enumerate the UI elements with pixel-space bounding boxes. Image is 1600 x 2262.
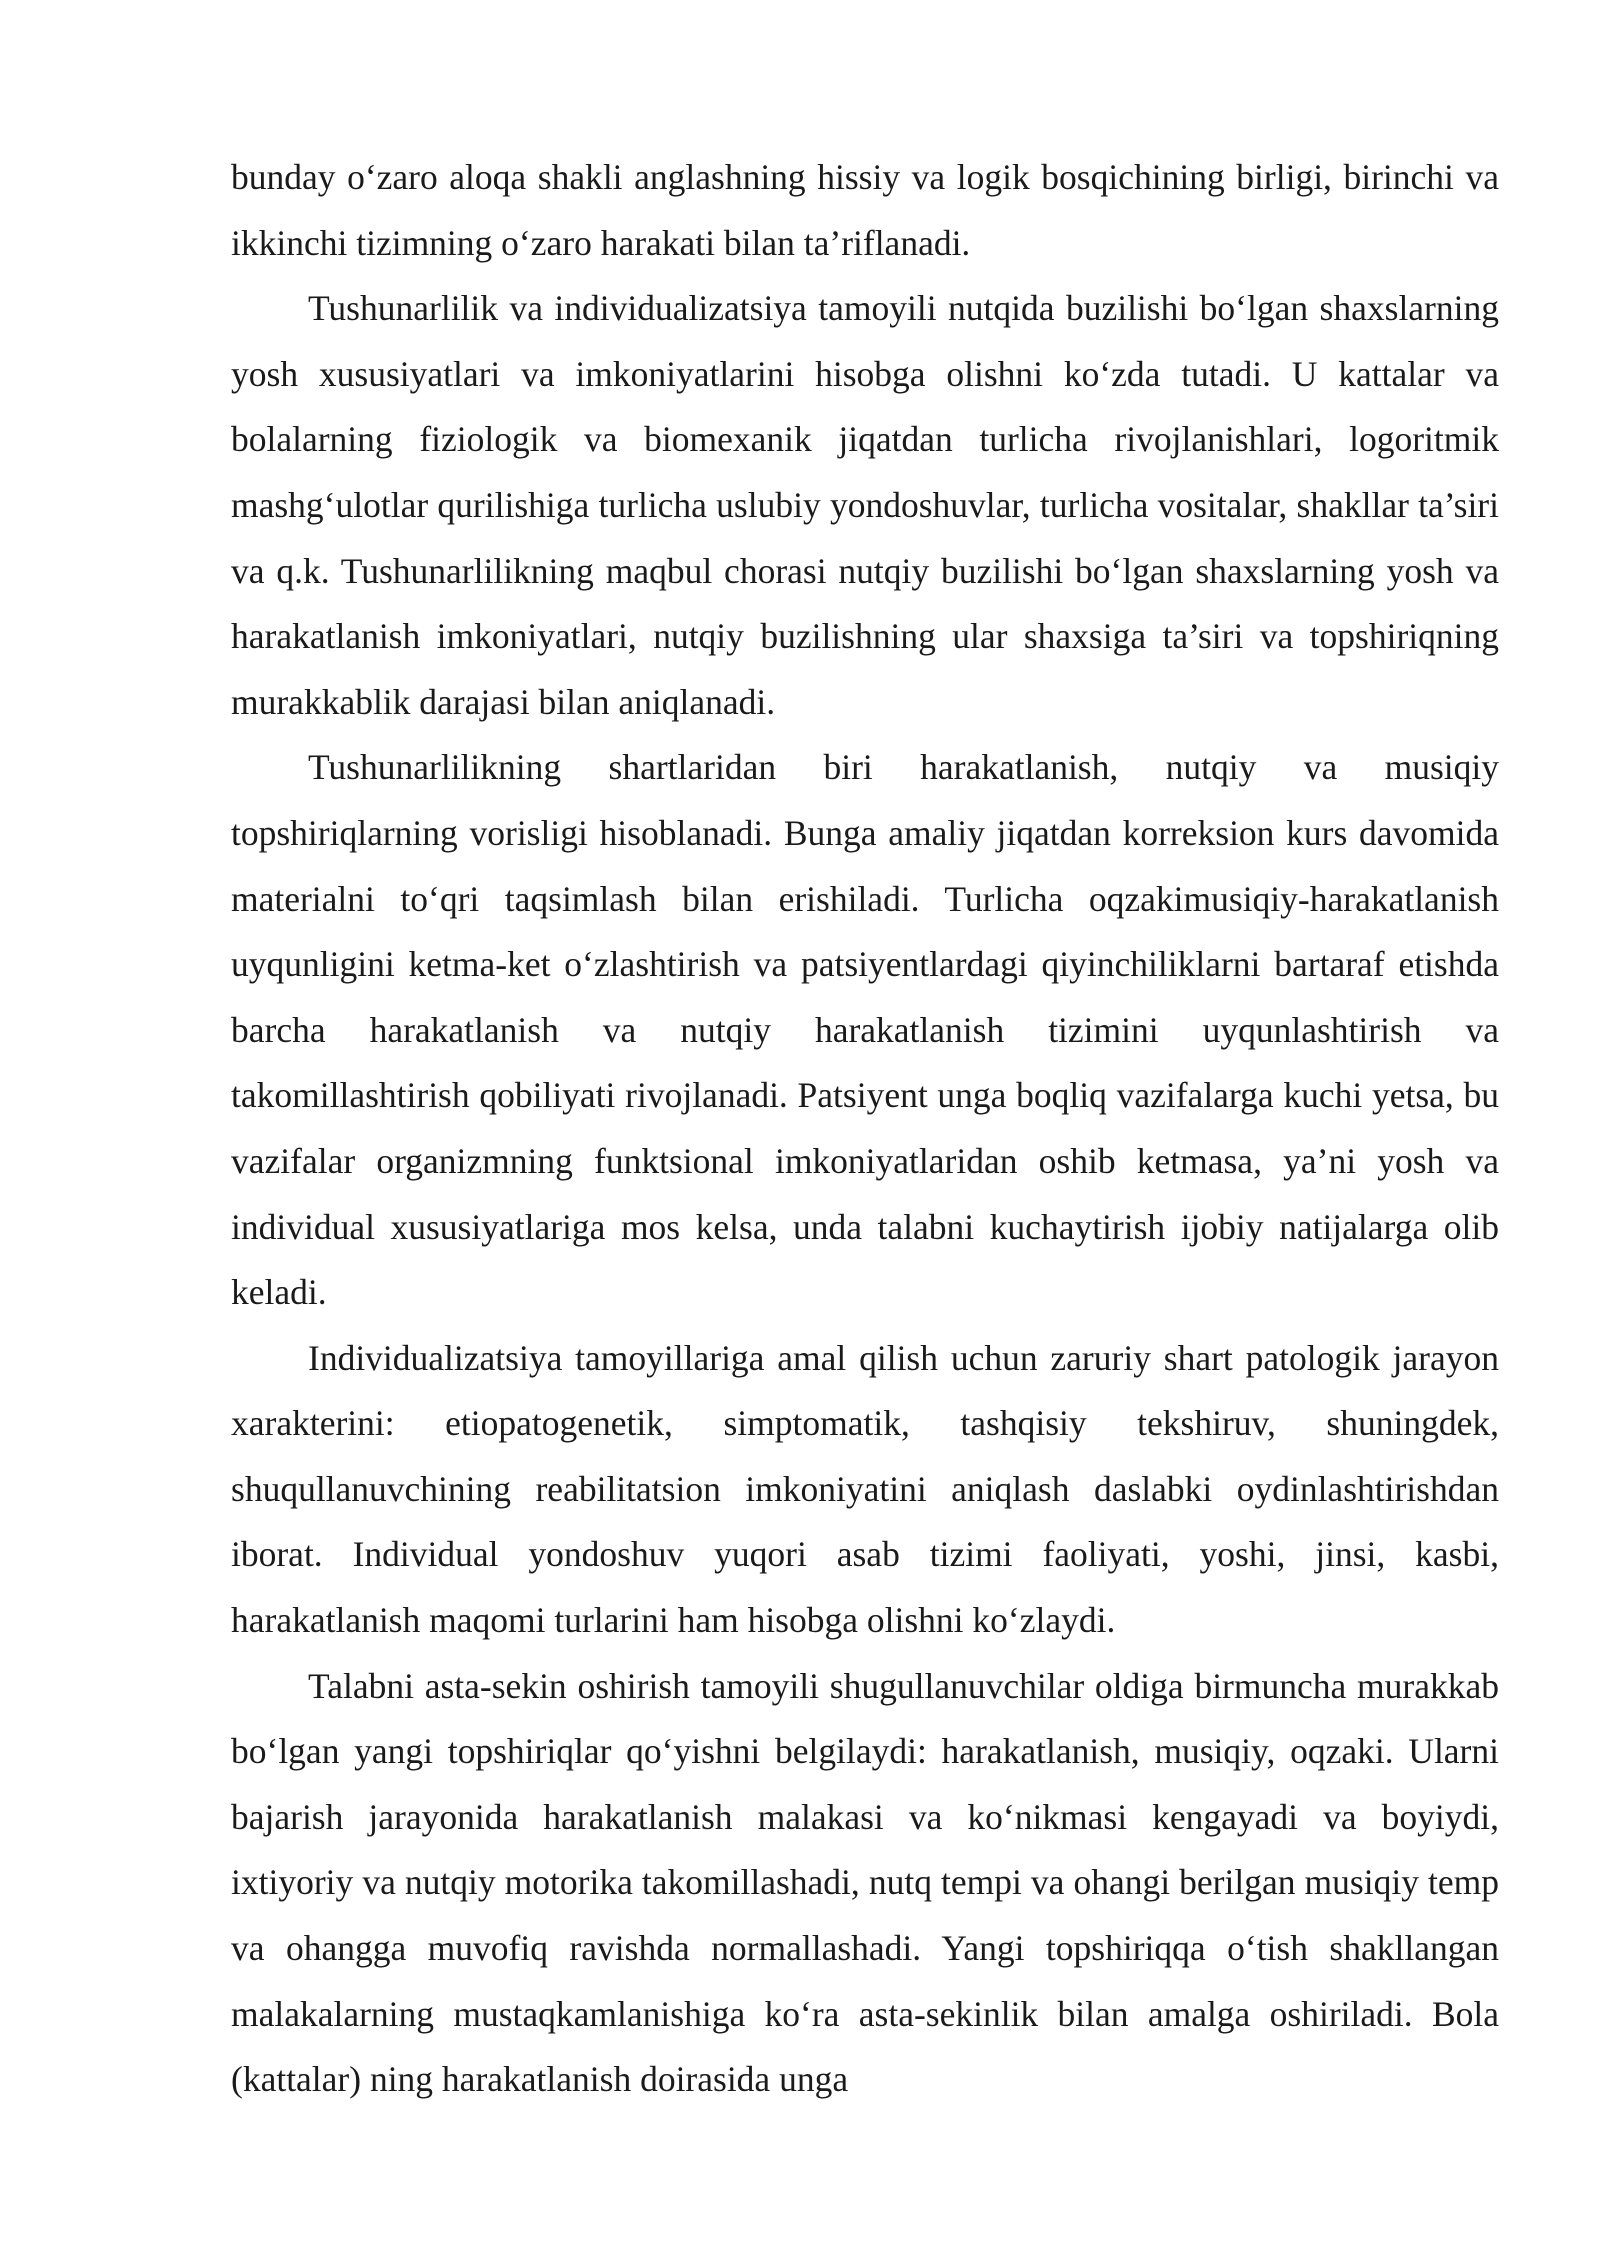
paragraph-tushunarlilik: Tushunarlilik va individualizatsiya tamoyili nutqida buzilishi bo‘lgan shaxslarning yosh xususiyatlari va imkoniyatlarini hisobga olishni ko‘zda tutadi. U kattalar va bolalarning fiziologik va biomexanik jiqatdan turlicha rivojlanishlari, logoritmik mashg‘ulotlar qurilishiga turlicha uslubiy yondoshuvlar, turlicha vositalar, shakllar ta’siri va q.k. Tushunarlilikning maqbul chorasi nutqiy buzilishi bo‘lgan shaxslarning yosh va harakatlanish imkoniyatlari, nutqiy buzilishning ular shaxsiga ta’siri va topshiriqning murakkablik darajasi bilan aniqlanadi. [231,288,1499,722]
paragraph-vorislik: Tushunarlilikning shartlaridan biri harakatlanish, nutqiy va musiqiy topshiriqlarning vorisligi hisoblanadi. Bunga amaliy jiqatdan korreksion kurs davomida materialni to‘qri taqsimlash bilan erishiladi. Turlicha oqzakimusiqiy-harakatlanish uyqunligini ketma-ket o‘zlashtirish va patsiyentlardagi qiyinchiliklarni bartaraf etishda barcha harakatlanish va nutqiy harakatlanish tizimini uyqunlashtirish va takomillashtirish qobiliyati rivojlanadi. Patsiyent unga boqliq vazifalarga kuchi yetsa, bu vazifalar organizmning funktsional imkoniyatlaridan oshib ketmasa, ya’ni yosh va individual xususiyatlariga mos kelsa, unda talabni kuchaytirish ijobiy natijalarga olib keladi. [231,747,1499,1313]
paragraph-talabni-oshirish: Talabni asta-sekin oshirish tamoyili shugullanuvchilar oldiga birmuncha murakkab bo‘lgan yangi topshiriqlar qo‘yishni belgilaydi: harakatlanish, musiqiy, oqzaki. Ularni bajarish jarayonida harakatlanish malakasi va ko‘nikmasi kengayadi va boyiydi, ixtiyoriy va nutqiy motorika takomillashadi, nutq tempi va ohangi berilgan musiqiy temp va ohangga muvofiq ravishda normallashadi. Yangi topshiriqqa o‘tish shakllangan malakalarning mustaqkamlanishiga ko‘ra asta-sekinlik bilan amalga oshiriladi. Bola (kattalar) ning harakatlanish doirasida unga [231,1665,1499,2100]
document-body [231,145,1499,2113]
paragraph-individualizatsiya: Individualizatsiya tamoyillariga amal qilish uchun zaruriy shart patologik jarayon xarakterini: etiopatogenetik, simptomatik, tashqisiy tekshiruv, shuningdek, shuqullanuvchining reabilitatsion imkoniyatini aniqlash daslabki oydinlashtirishdan iborat. Individual yondoshuv yuqori asab tizimi faoliyati, yoshi, jinsi, kasbi, harakatlanish maqomi turlarini ham hisobga olishni ko‘zlaydi. [231,1337,1499,1641]
paragraph-continuation: bunday o‘zaro aloqa shakli anglashning hissiy va logik bosqichining birligi, birinchi va ikkinchi tizimning o‘zaro harakati bilan ta’riflanadi. [231,157,1499,263]
